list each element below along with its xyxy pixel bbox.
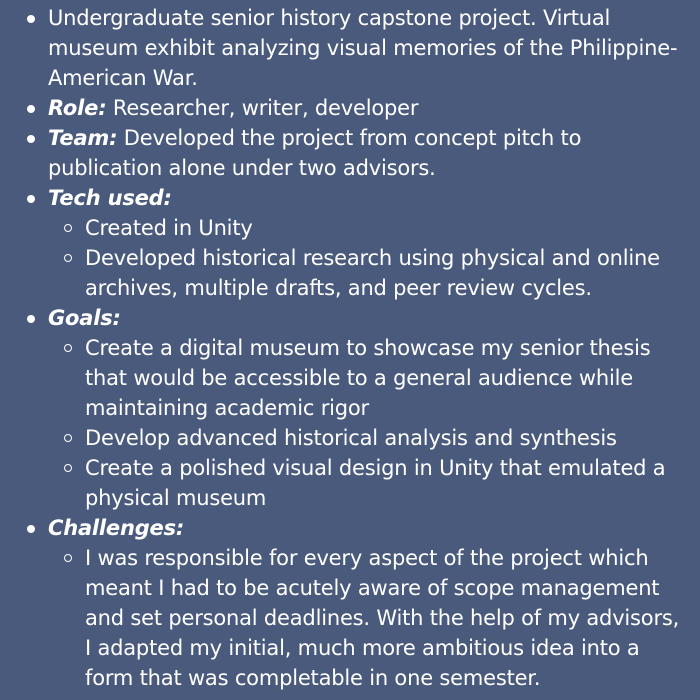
team-label: Team: (48, 126, 118, 150)
goals-subitem: Develop advanced historical analysis and synthesis (85, 423, 688, 453)
goals-item (48, 303, 688, 513)
challenges-subitem: I was responsible for every aspect of the project which meant I had to be acutely aware of scope management and set personal deadlines. With the help of my advisors, I adapted my initial, much more ambitious idea into a form that was completable in one semester. (85, 543, 688, 693)
tech-subitem: Created in Unity (85, 213, 688, 243)
tech-label: Tech used: (48, 186, 172, 210)
goals-label: Goals: (48, 306, 121, 330)
role-label: Role: (48, 96, 107, 120)
challenges-item (48, 513, 688, 693)
team-text: Developed the project from concept pitch to publication alone under two advisors. (48, 126, 582, 180)
goals-subitem: Create a polished visual design in Unity that emulated a physical museum (85, 453, 688, 513)
role-item (48, 93, 688, 123)
team-item (48, 123, 688, 183)
summary-list (0, 3, 688, 693)
intro-item (48, 3, 688, 93)
tech-sublist (48, 213, 688, 303)
goals-sublist (48, 333, 688, 513)
tech-item (48, 183, 688, 303)
challenges-sublist (48, 543, 688, 693)
role-text: Researcher, writer, developer (112, 96, 419, 120)
goals-subitem: Create a digital museum to showcase my senior thesis that would be accessible to a general audience while maintaining academic rigor (85, 333, 688, 423)
intro-text: Undergraduate senior history capstone project. Virtual museum exhibit analyzing visual memories of the Philippine-American War. (48, 6, 678, 90)
challenges-label: Challenges: (48, 516, 185, 540)
tech-subitem: Developed historical research using physical and online archives, multiple drafts, and peer review cycles. (85, 243, 688, 303)
